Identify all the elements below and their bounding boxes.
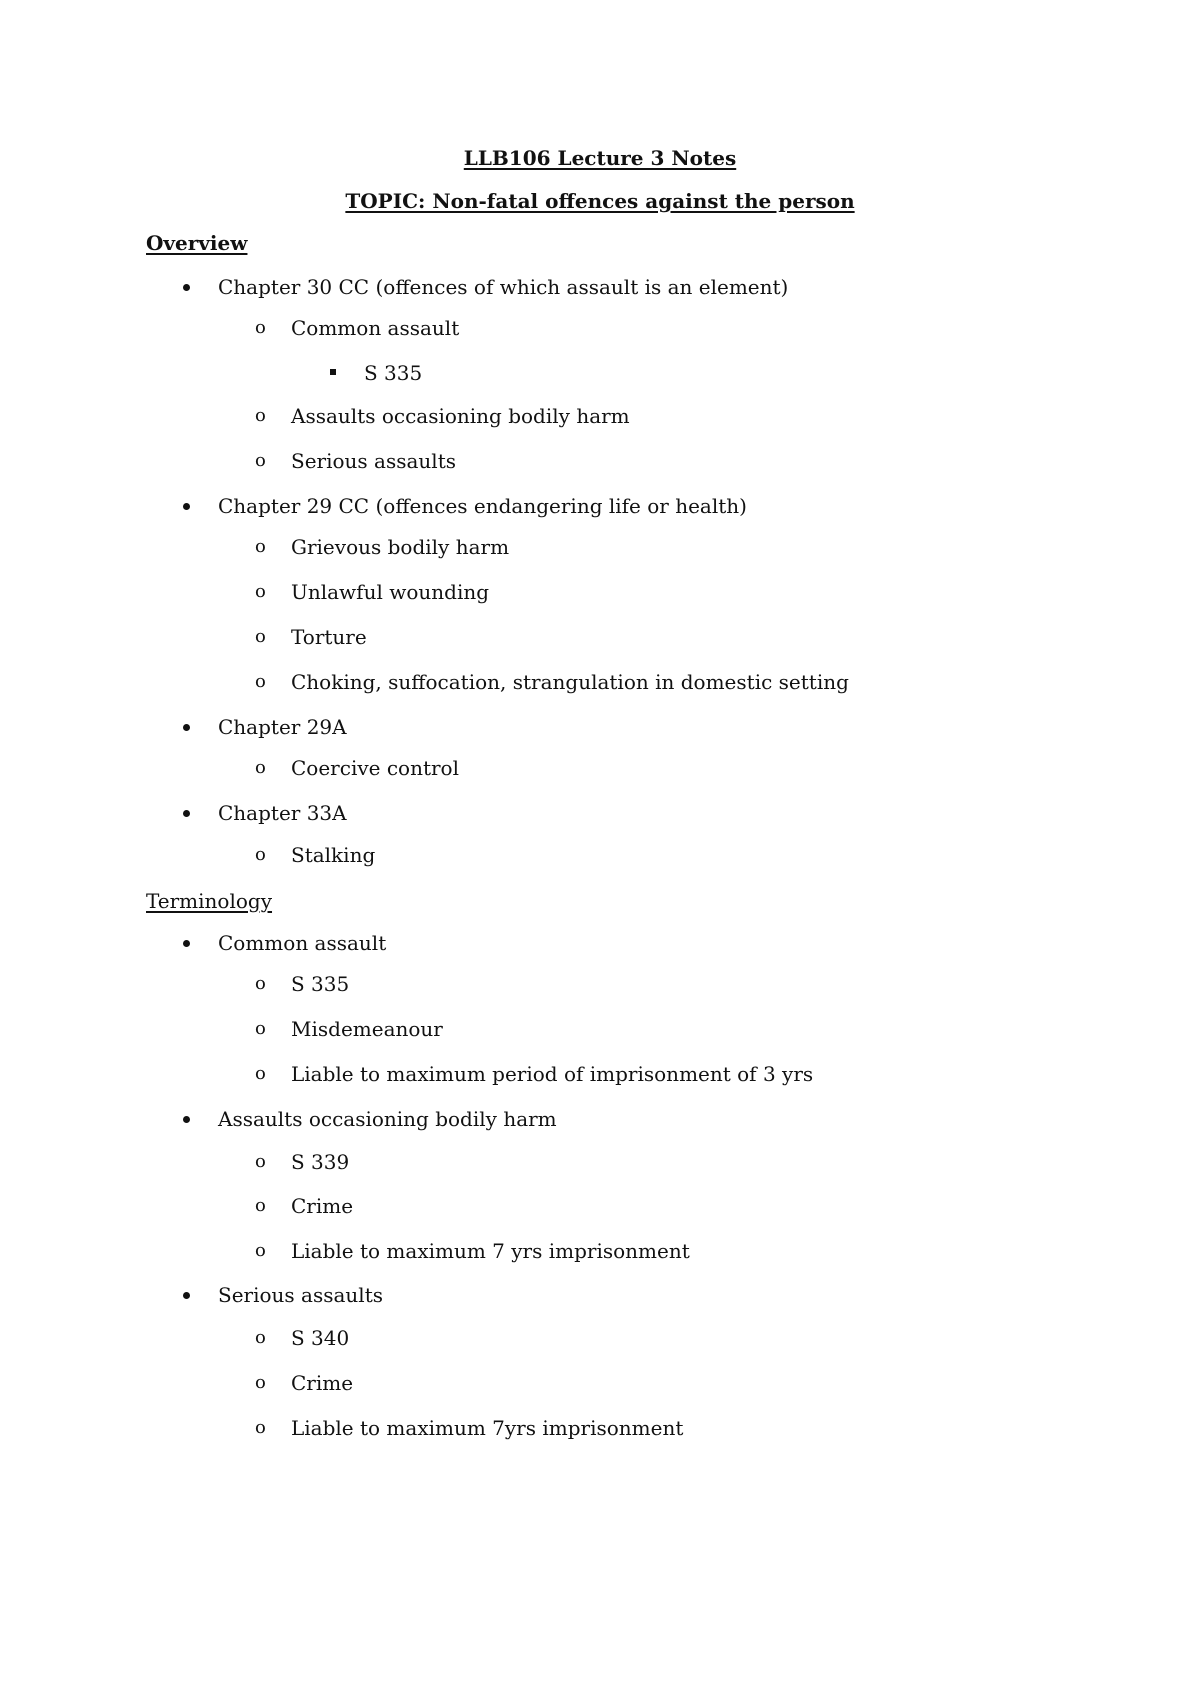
bullet-dot-icon — [183, 724, 190, 731]
bullet-circle-icon: o — [255, 1063, 266, 1084]
document-page: LLB106 Lecture 3 Notes TOPIC: Non-fatal offences against the person Overview Chapter 30 CC (offences of which assault is an element) o Common assault S 335 o Assaults occasioning bodily harm o Serious assaults Chapter 29 CC (offences endangering life or health) o Grievous bodily harm o Unlawful wounding o Torture o Choking, suffocation, strangulation in domestic setting Chapter 29A o Coercive control Chapter 33A o Stalking Terminology Common assault o S 335 o Misdemeanour o Liable to maximum period of imprisonment of 3 yrs Assaults occasioning bodily harm o S 339 o Crime o Liable to maximum 7 yrs imprisonment Serious assaults o S 340 o Crime o Liable to maximum 7yrs imprisonment — [0, 0, 1200, 1696]
document-title: LLB106 Lecture 3 Notes — [463, 146, 737, 170]
bullet-circle-icon: o — [255, 405, 266, 426]
bullet-circle-icon: o — [255, 1195, 266, 1216]
document-topic: TOPIC: Non-fatal offences against the person — [345, 189, 855, 213]
bullet-circle-icon: o — [255, 1151, 266, 1172]
bullet-dot-icon — [183, 810, 190, 817]
bullet-circle-icon: o — [255, 757, 266, 778]
bullet-circle-icon: o — [255, 1417, 266, 1438]
bullet-dot-icon — [183, 940, 190, 947]
terminology-heading: Terminology — [146, 889, 273, 913]
bullet-circle-icon: o — [255, 536, 266, 557]
bullet-circle-icon: o — [255, 1372, 266, 1393]
bullet-dot-icon — [183, 1116, 190, 1123]
bullet-dot-icon — [183, 1292, 190, 1299]
bullet-circle-icon: o — [255, 1018, 266, 1039]
bullet-dot-icon — [183, 284, 190, 291]
overview-heading: Overview — [146, 231, 248, 255]
bullet-circle-icon: o — [255, 973, 266, 994]
bullet-circle-icon: o — [255, 581, 266, 602]
bullet-dot-icon — [183, 503, 190, 510]
bullet-circle-icon: o — [255, 671, 266, 692]
bullet-circle-icon: o — [255, 450, 266, 471]
bullet-circle-icon: o — [255, 1240, 266, 1261]
bullet-circle-icon: o — [255, 317, 266, 338]
bullet-circle-icon: o — [255, 1327, 266, 1348]
bullet-square-icon — [330, 369, 336, 375]
bullet-circle-icon: o — [255, 844, 266, 865]
bullet-circle-icon: o — [255, 626, 266, 647]
